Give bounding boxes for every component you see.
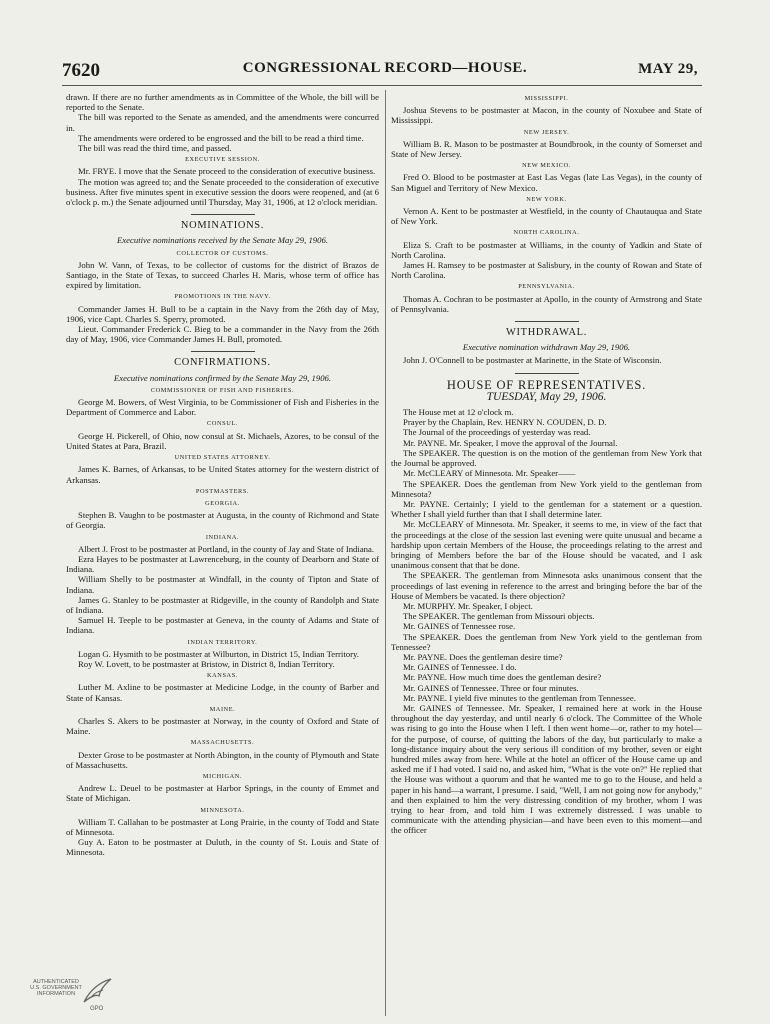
paragraph: Thomas A. Cochran to be postmaster at Apollo, in the county of Armstrong and State of Pennsylvania.	[391, 293, 702, 314]
paragraph: Mr. GAINES of Tennessee. I do.	[403, 662, 517, 673]
paragraph: The SPEAKER. The question is on the motion of the gentleman from New York that the Journal be approved.	[391, 447, 702, 469]
paragraph: Mr. PAYNE. Certainly; I yield to the gentleman for a statement or a question. Whether I shall yield further than that I shall determine later.	[391, 498, 702, 520]
state-heading: MICHIGAN.	[202, 772, 243, 780]
state-heading: GEORGIA.	[205, 499, 240, 507]
subheading: PROMOTIONS IN THE NAVY.	[174, 293, 271, 301]
paragraph: Mr. McCLEARY of Minnesota. Mr. Speaker, it seems to me, in view of the fact that the proceedings at the close of the session last evening were quite unusual and became a hardship upon certain Members of the House, the proceedings relating to the arrest and bringing of Members before the bar of the House should be vacated, and I ask unanimous consent that that be done.	[391, 519, 702, 571]
paragraph: Andrew L. Deuel to be postmaster at Harbor Springs, in the county of Emmet and State of Michigan.	[66, 783, 379, 804]
paragraph: Lieut. Commander Frederick C. Bieg to be a commander in the Navy from the 26th day of May, 1906, vice Commander James H. Bull, promoted.	[66, 324, 379, 345]
paragraph: The SPEAKER. Does the gentleman from New York yield to the gentleman from Minnesota?	[391, 478, 702, 499]
column-divider	[385, 90, 386, 1016]
paragraph: Prayer by the Chaplain, Rev. HENRY N. COUDEN, D. D.	[403, 417, 607, 428]
section-heading: WITHDRAWAL.	[505, 327, 588, 339]
paragraph: Mr. PAYNE. How much time does the gentleman desire?	[403, 672, 602, 683]
seal-line: INFORMATION	[36, 991, 76, 997]
paragraph: Dexter Grose to be postmaster at North Abington, in the county of Plymouth and State of Massachusetts.	[66, 749, 379, 770]
section-subtitle: Executive nomination withdrawn May 29, 1906.	[462, 342, 631, 353]
section-rule	[515, 373, 579, 374]
paragraph: Mr. MURPHY. Mr. Speaker, I object.	[403, 600, 533, 611]
state-heading: NORTH CAROLINA.	[513, 229, 580, 237]
section-subtitle: Executive nominations confirmed by the Senate May 29, 1906.	[113, 372, 332, 383]
seal-line: AUTHENTICATED	[33, 979, 79, 985]
paragraph: The bill was read the third time, and passed.	[78, 143, 232, 154]
paragraph: James K. Barnes, of Arkansas, to be United States attorney for the western district of Arkansas.	[66, 464, 379, 485]
paragraph: drawn. If there are no further amendments as in Committee of the Whole, the bill will be reported to the Senate.	[66, 92, 379, 113]
paragraph: The SPEAKER. The gentleman from Missouri objects.	[403, 611, 595, 622]
seal-text	[26, 979, 86, 997]
section-heading: CONFIRMATIONS.	[174, 357, 271, 369]
paragraph: Joshua Stevens to be postmaster at Macon, in the county of Noxubee and State of Mississippi.	[391, 105, 702, 126]
running-date: MAY 29,	[638, 61, 698, 77]
paragraph: Mr. GAINES of Tennessee. Mr. Speaker, I remained here at work in the House throughout the day yesterday, and until nearly 6 o'clock. The Committee of the Whole was rising to go into the House when I left. I then went home—or, rather to my hotel—for the purpose, of course, of quitting the labors of the day, but particularly to make a long-distance inquiry about the very serious ill condition of my brother, seven or eight hundred miles away from here. While at the hotel an officer of the House came up and asked me if I had voted. I said no, and asked him, "What is the vote on?" He replied that the House was without a quorum and that he wanted me to go to the House, and held a paper in his hand—a warrant, I presume. I said, "Well, I am not going now for anybody," and then explained to him the very distressing condition of my brother, whom I was trying to hear from, and told him I was extremely distressed. I was unable to communicate with the attending physician—and have been even to this moment—and the officer	[391, 702, 702, 836]
paragraph: Albert J. Frost to be postmaster at Portland, in the county of Jay and State of Indiana.	[78, 543, 375, 554]
paragraph: The bill was reported to the Senate as amended, and the amendments were concurred in.	[66, 112, 379, 133]
paragraph: William B. R. Mason to be postmaster at Boundbrook, in the county of Somerset and State of New Jersey.	[391, 138, 702, 160]
paragraph: Samuel H. Teeple to be postmaster at Geneva, in the county of Adams and State of Indiana.	[66, 615, 379, 636]
state-heading: MAINE.	[209, 705, 236, 713]
paragraph: Guy A. Eaton to be postmaster at Duluth, in the county of St. Louis and State of Minnesota.	[66, 837, 379, 858]
paragraph: The motion was agreed to; and the Senate proceeded to the consideration of executive business. After five minutes spent in executive session the doors were reopened, and (at 6 o'clock p. m.) the Senate adjourned until Thursday, May 31, 1906, at 12 o'clock meridian.	[66, 176, 379, 208]
paragraph: Mr. McCLEARY of Minnesota. Mr. Speaker——	[403, 468, 576, 479]
state-heading: INDIANA.	[205, 533, 240, 541]
paragraph: The amendments were ordered to be engrossed and the bill to be read a third time.	[78, 132, 364, 143]
paragraph: Mr. PAYNE. I yield five minutes to the gentleman from Tennessee.	[403, 692, 636, 703]
section-subtitle: Executive nominations received by the Senate May 29, 1906.	[117, 235, 328, 246]
subheading: EXECUTIVE SESSION.	[185, 156, 260, 164]
paragraph: Roy W. Lovett, to be postmaster at Bristow, in District 8, Indian Territory.	[78, 658, 335, 669]
paragraph: Fred O. Blood to be postmaster at East Las Vegas (late Las Vegas), in the county of San Miguel and Territory of New Mexico.	[391, 172, 702, 193]
paragraph: Mr. PAYNE. Does the gentleman desire time?	[403, 651, 563, 662]
paragraph: Vernon A. Kent to be postmaster at Westfield, in the county of Chautauqua and State of New York.	[391, 206, 702, 227]
paragraph: George M. Bowers, of West Virginia, to be Commissioner of Fish and Fisheries in the Department of Commerce and Labor.	[66, 397, 379, 418]
state-heading: MISSISSIPPI.	[524, 95, 569, 102]
paragraph: Mr. FRYE. I move that the Senate proceed to the consideration of executive business.	[78, 166, 376, 177]
state-heading: KANSAS.	[207, 672, 238, 680]
paragraph: Charles S. Akers to be postmaster at Norway, in the county of Oxford and State of Maine.	[66, 715, 379, 737]
paragraph: Luther M. Axline to be postmaster at Medicine Lodge, in the county of Barber and State of Kansas.	[66, 682, 379, 703]
state-heading: INDIAN TERRITORY.	[187, 638, 258, 646]
eagle-icon	[80, 976, 114, 1008]
paragraph: John J. O'Connell to be postmaster at Marinette, in the State of Wisconsin.	[403, 355, 662, 366]
running-title: CONGRESSIONAL RECORD—HOUSE.	[242, 60, 528, 76]
state-heading: MINNESOTA.	[200, 806, 245, 814]
paragraph: Mr. GAINES of Tennessee. Three or four minutes.	[403, 682, 579, 693]
section-rule	[191, 351, 255, 352]
house-heading: HOUSE OF REPRESENTATIVES.	[446, 377, 647, 392]
subheading: COLLECTOR OF CUSTOMS.	[176, 249, 269, 257]
gpo-mark: GPO	[90, 1006, 104, 1012]
paragraph: George H. Pickerell, of Ohio, now consul at St. Michaels, Azores, to be consul of the United States at Para, Brazil.	[66, 430, 379, 451]
section-heading: NOMINATIONS.	[180, 220, 265, 232]
subheading: POSTMASTERS.	[195, 487, 250, 495]
seal-line: U.S. GOVERNMENT	[30, 985, 82, 991]
subheading: UNITED STATES ATTORNEY.	[174, 454, 271, 462]
left-column	[66, 92, 379, 1020]
paragraph: John W. Vann, of Texas, to be collector of customs for the district of Brazos de Santiago, in the State of Texas, to succeed Charles H. Maris, whose term of office has expired by limitation.	[66, 259, 379, 291]
header-rule	[62, 85, 702, 86]
subheading: CONSUL.	[207, 420, 238, 428]
state-heading: NEW YORK.	[526, 195, 567, 203]
paragraph: The SPEAKER. Does the gentleman from New York yield to the gentleman from Tennessee?	[391, 631, 702, 652]
section-rule	[191, 214, 255, 215]
right-column	[391, 92, 702, 1020]
paragraph: The Journal of the proceedings of yesterday was read.	[403, 427, 591, 438]
paragraph: James G. Stanley to be postmaster at Ridgeville, in the county of Randolph and State of Indiana.	[66, 594, 379, 615]
state-heading: NEW JERSEY.	[523, 128, 570, 136]
paragraph: James H. Ramsey to be postmaster at Salisbury, in the county of Rowan and State of North Carolina.	[391, 260, 702, 281]
state-heading: MASSACHUSETTS.	[190, 739, 255, 747]
paragraph: Mr. PAYNE. Mr. Speaker, I move the approval of the Journal.	[403, 437, 618, 448]
paragraph: Mr. GAINES of Tennessee rose.	[403, 621, 516, 632]
paragraph: William T. Callahan to be postmaster at Long Prairie, in the county of Todd and State of Minnesota.	[66, 816, 379, 837]
paragraph: Commander James H. Bull to be a captain in the Navy from the 26th day of May, 1906, vice Capt. Charles S. Sperry, promoted.	[66, 303, 379, 324]
paragraph: Ezra Hayes to be postmaster at Lawrenceburg, in the county of Dearborn and State of Indiana.	[66, 553, 379, 575]
state-heading: NEW MEXICO.	[522, 162, 571, 170]
paragraph: Eliza S. Craft to be postmaster at Williams, in the county of Yadkin and State of North Carolina.	[391, 239, 702, 260]
subheading: COMMISSIONER OF FISH AND FISHERIES.	[150, 386, 295, 394]
paragraph: The SPEAKER. The gentleman from Minnesota asks unanimous consent that the proceedings of last evening in reference to the arrest and bringing before the bar of the House of Members be vacated. Is there objection?	[391, 570, 702, 601]
page-number: 7620	[62, 60, 100, 81]
house-date: TUESDAY, May 29, 1906.	[486, 390, 607, 403]
state-heading: PENNSYLVANIA.	[518, 283, 575, 291]
paragraph: Stephen B. Vaughn to be postmaster at Augusta, in the county of Richmond and State of Georgia.	[66, 510, 379, 531]
paragraph: The House met at 12 o'clock m.	[403, 407, 514, 418]
gpo-authentication-seal	[26, 976, 116, 1020]
section-rule	[515, 321, 579, 322]
paragraph: Logan G. Hysmith to be postmaster at Wilburton, in District 15, Indian Territory.	[78, 648, 359, 659]
paragraph: William Shelly to be postmaster at Windfall, in the county of Tipton and State of Indiana.	[66, 574, 379, 595]
